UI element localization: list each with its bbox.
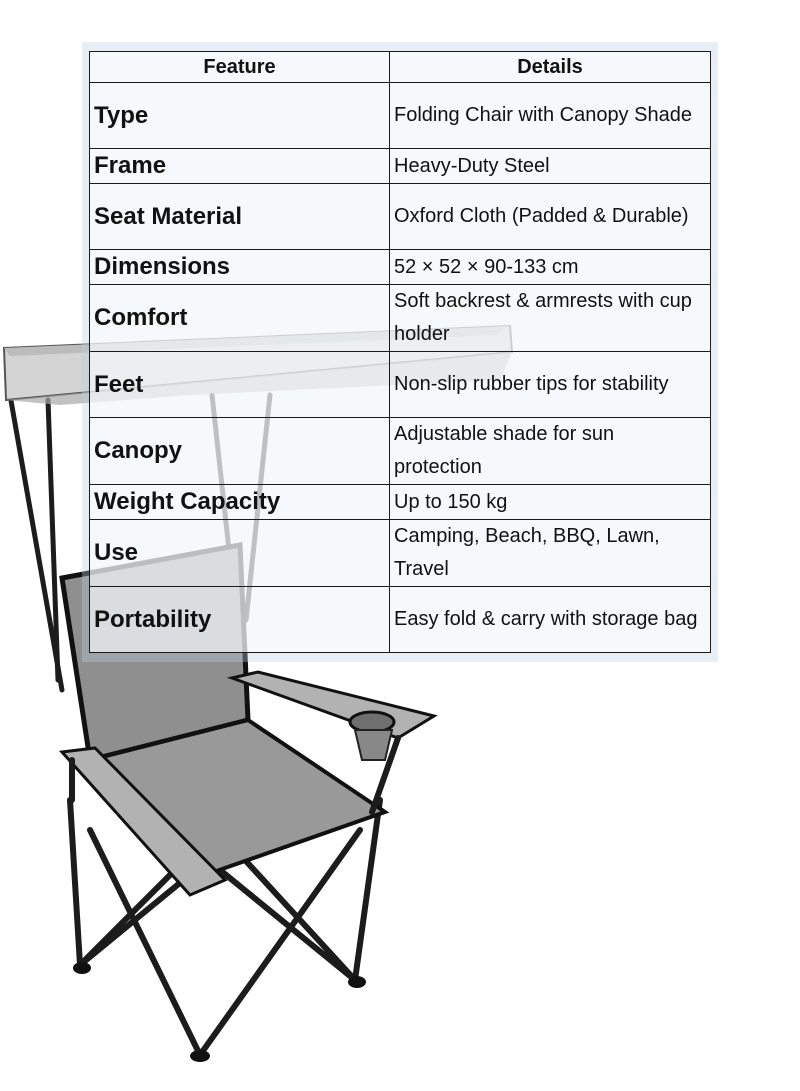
details-cell: Oxford Cloth (Padded & Durable)	[390, 184, 711, 250]
feature-cell: Feet	[90, 352, 390, 418]
table-row	[90, 149, 711, 184]
feature-cell: Portability	[90, 587, 390, 653]
chair-feet	[73, 962, 366, 1062]
details-cell: Camping, Beach, BBQ, Lawn, Travel	[390, 520, 711, 587]
table-row	[90, 352, 711, 418]
feature-cell: Use	[90, 520, 390, 587]
details-cell: Up to 150 kg	[390, 485, 711, 520]
table-row	[90, 418, 711, 485]
table-header-row	[90, 52, 711, 83]
details-cell: 52 × 52 × 90-133 cm	[390, 250, 711, 285]
header-details: Details	[390, 52, 711, 83]
feature-cell: Canopy	[90, 418, 390, 485]
details-cell: Easy fold & carry with storage bag	[390, 587, 711, 653]
header-feature: Feature	[90, 52, 390, 83]
table-row	[90, 83, 711, 149]
table-row	[90, 250, 711, 285]
spec-table	[89, 51, 711, 653]
table-row	[90, 285, 711, 352]
table-row	[90, 520, 711, 587]
details-cell: Adjustable shade for sun protection	[390, 418, 711, 485]
feature-cell: Seat Material	[90, 184, 390, 250]
feature-cell: Weight Capacity	[90, 485, 390, 520]
table-row	[90, 184, 711, 250]
details-cell: Folding Chair with Canopy Shade	[390, 83, 711, 149]
details-cell: Heavy-Duty Steel	[390, 149, 711, 184]
feature-cell: Frame	[90, 149, 390, 184]
details-cell: Soft backrest & armrests with cup holder	[390, 285, 711, 352]
feature-cell: Type	[90, 83, 390, 149]
details-cell: Non-slip rubber tips for stability	[390, 352, 711, 418]
table-row	[90, 485, 711, 520]
table-row	[90, 587, 711, 653]
feature-cell: Comfort	[90, 285, 390, 352]
feature-cell: Dimensions	[90, 250, 390, 285]
